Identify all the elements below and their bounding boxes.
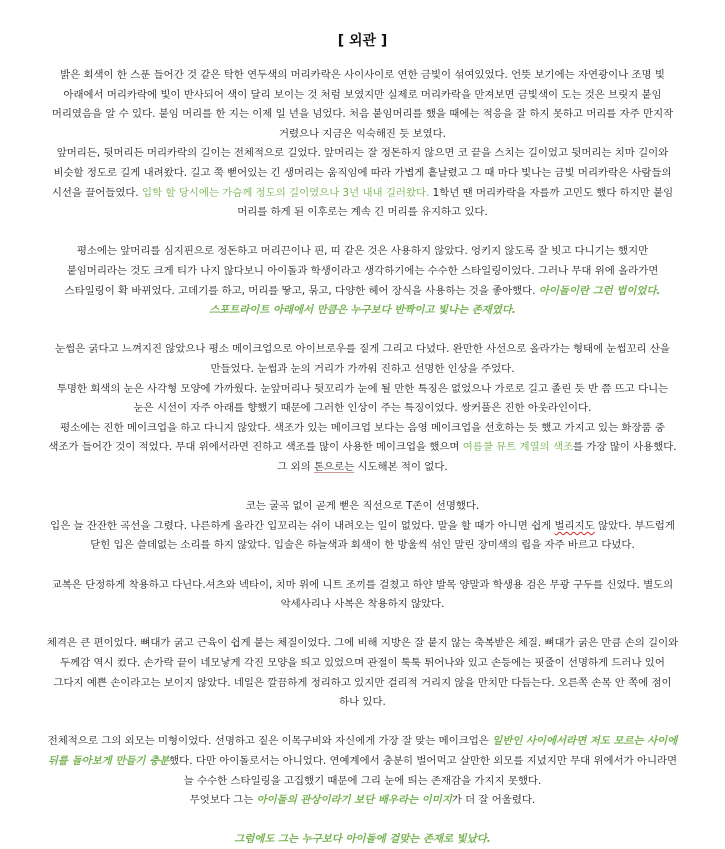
body-text: 늘 수수한 스타일링을 고집했기 때문에 그리 눈에 띄는 존재감을 가지지 못했다. [183, 774, 542, 787]
paragraph-4-line-3 [0, 536, 725, 555]
paragraph-5-line-2 [0, 595, 725, 614]
paragraph-1-line-7 [0, 184, 725, 203]
paragraph-2-line-2 [0, 262, 725, 281]
paragraph-1-line-4 [0, 125, 725, 144]
highlight-text: 스포트라이트 아래에서 만큼은 누구보다 반짝이고 빛나는 존재였다. [209, 304, 516, 317]
body-text: 머리를 하게 된 이후로는 계속 긴 머리를 유지하고 있다. [237, 206, 488, 219]
body-text: 않았다. 부드럽게 [594, 519, 675, 532]
body-text: 눈썹은 굵다고 느껴지진 않았으나 평소 메이크업으로 아이브로우를 짙게 그리고 다녔다. 완만한 사선으로 올라가는 형태에 눈썹꼬리 산을 [55, 343, 670, 356]
paragraph-3-line-6 [0, 438, 725, 457]
paragraph-1-line-5 [0, 144, 725, 163]
body-text: 1학년 땐 머리카락을 자를까 고민도 했다 하지만 붙임 [429, 186, 674, 199]
paragraph-8-line-1 [0, 830, 725, 849]
highlight-text: 일반인 사이에서라면 저도 모르는 사이에 [492, 735, 678, 748]
paragraph-2-line-3 [0, 282, 725, 301]
paragraph-2-line-1 [0, 242, 725, 261]
paragraph-3-line-3 [0, 380, 725, 399]
paragraph-4-line-2 [0, 517, 725, 536]
body-text: 전체적으로 그의 외모는 미형이었다. 선명하고 짙은 이목구비와 자신에게 가장 잘 맞는 메이크업은 [47, 735, 493, 748]
paragraph-5-line-1 [0, 576, 725, 595]
page-title: [ 외관 ] [337, 33, 388, 49]
body-text: 붙임머리라는 것도 크게 티가 나지 않다보니 아이돌과 학생이라고 생각하기에는 수수한 스타일링이었다. 그러나 무대 위에 올라가면 [66, 265, 659, 277]
body-text: 아래에서 머리카락에 빛이 반사되어 색이 달리 보이는 것 처럼 보였지만 실제로 머리카락을 만져보면 금빛색이 도는 것은 브릿지 붙임 [63, 88, 662, 101]
highlight-text: 아이돌의 관상이라기 보단 배우라는 이미지 [256, 794, 452, 807]
body-text: 눈은 시선이 자주 아래를 향했기 때문에 그러한 인상이 주는 특징이었다. 쌍커풀은 진한 아웃라인이다. [133, 402, 592, 415]
body-text: 평소에는 앞머리를 심지핀으로 정돈하고 머리끈이나 핀, 띠 같은 것은 사용하지 않았다. 엉키지 않도록 잘 빗고 다니기는 했지만 [76, 245, 649, 258]
body-text: 색조가 들어간 것이 적었다. 무대 위에서라면 진하고 색조를 많이 사용한 메이크업을 했으며 [48, 441, 463, 454]
body-text: 밝은 회색이 한 스푼 들어간 것 같은 탁한 연두색의 머리카락은 사이사이로 연한 금빛이 섞여있었다. 언뜻 보기에는 자연광이나 조명 빛 [60, 69, 665, 81]
paragraph-1-line-3 [0, 105, 725, 124]
body-text: 투명한 회색의 눈은 사각형 모양에 가까웠다. 눈앞머리나 뒷꼬리가 눈에 될 만한 특징은 없었으나 가로로 길고 졸린 듯 반 쯤 뜨고 다니는 [56, 382, 669, 395]
body-text: 코는 굴곡 없이 곧게 뻗은 직선으로 T존이 선명했다. [245, 500, 480, 513]
body-text: 교복은 단정하게 착용하고 다닌다.셔츠와 넥타이, 치마 위에 니트 조끼를 걸쳤고 하얀 발목 양말과 학생용 검은 무광 구두를 신었다. 별도의 [51, 578, 674, 591]
body-text: 평소에는 진한 메이크업을 하고 다니지 않았다. 색조가 있는 메이크업 보다는 음영 메이크업을 선호하는 듯 했고 가지고 있는 화장품 중 [60, 421, 665, 434]
body-text: 체격은 큰 편이었다. 뼈대가 굵고 근육이 쉽게 붙는 체질이었다. 그에 비해 지방은 잘 붙지 않는 축복받은 체질. 뼈대가 굵은 만큼 손의 길이와 [46, 637, 679, 650]
paragraph-6-line-4 [0, 693, 725, 712]
paragraph-1-line-1 [0, 66, 725, 85]
paragraph-3-line-5 [0, 419, 725, 438]
body-text: 했다. 다만 아이돌로서는 아니었다. 연예계에서 충분히 벌어먹고 살만한 외모를 지녔지만 무대 위에서가 아니라면 [169, 755, 678, 767]
body-text: 거렸으나 지금은 익숙해진 듯 보였다. [278, 127, 447, 140]
paragraph-7-line-2 [0, 752, 725, 771]
highlight-text: 입학 할 당시에는 가슴께 정도의 길이였으나 3년 내내 길러왔다. [142, 186, 430, 199]
paragraph-4-line-1 [0, 497, 725, 516]
body-text: 앞머리든, 뒷머리든 머리카락의 길이는 전체적으로 길었다. 앞머리는 잘 정돈하지 않으면 코 끝을 스치는 길이었고 뒷머리는 치마 길이와 [56, 147, 669, 160]
body-text: 입은 늘 잔잔한 곡선을 그렸다. 나른하게 올라간 입꼬리는 쉬이 내려오는 일이 없었다. 말을 할 때가 아니면 쉽게 [50, 519, 555, 532]
body-text: 를 가장 많이 사용했다. [573, 441, 677, 454]
paragraph-6-line-3 [0, 674, 725, 693]
paragraph-7-line-3 [0, 772, 725, 791]
body-text: 두께감 역시 컸다. 손가락 끝이 네모낳게 각진 모양을 띄고 있었으며 관절이 툭툭 튀어나와 있고 손등에는 핏줄이 선명하게 드러나 있어 [60, 657, 665, 669]
body-text: 가 더 잘 어울렸다. [451, 794, 536, 807]
paragraph-1-line-8 [0, 203, 725, 222]
paragraph-3-line-2 [0, 360, 725, 379]
body-text: 그 외의 [277, 461, 315, 473]
highlight-text: 아이돌이란 그런 법이었다. [538, 284, 661, 297]
paragraph-6-line-2 [0, 654, 725, 673]
body-text: 시선을 끌어들였다. [51, 186, 143, 199]
body-text: 하나 있다. [339, 696, 386, 709]
paragraph-7-line-1 [0, 732, 725, 751]
body-text: 닫힌 입은 쓸데없는 소리를 하지 않았다. 입술은 하늘색과 회색이 한 방울씩 섞인 말린 장미색의 립을 자주 바르고 다녔다. [90, 539, 635, 552]
paragraph-3-line-7 [0, 458, 725, 477]
highlight-text: 여름쿨 뮤트 계열의 색조 [462, 441, 574, 454]
paragraph-1-line-6 [0, 164, 725, 183]
body-text: 악세사리나 사복은 착용하지 않았다. [280, 598, 445, 611]
paragraph-6-line-1 [0, 634, 725, 653]
body-text: 머리였음을 알 수 있다. 붙임 머리를 한 지는 이제 일 년을 넘었다. 처음 붙임머리를 했을 때에는 적응을 잘 하지 못하고 머리를 자주 만지작 [51, 108, 674, 121]
body-text: 시도해본 적이 없다. [354, 461, 448, 473]
highlight-text: 톤으로는 [314, 461, 355, 473]
paragraph-3-line-1 [0, 340, 725, 359]
paragraph-1-line-2 [0, 86, 725, 105]
body-text: 비슷할 정도로 길게 내려왔다. 길고 쭉 뻗어있는 긴 생머리는 움직임에 따라 가볍게 흩날렸고 그 때 마다 빛나는 금빛 머리카락은 사람들의 [53, 167, 672, 179]
body-text: 그다지 예쁜 손이라고는 보이지 않았다. 네일은 깔끔하게 정리하고 있지만 걸리적 거리지 않을 만치만 다듬는다. 오른쪽 손목 안 쪽에 점이 [53, 676, 672, 689]
paragraph-3-line-4 [0, 399, 725, 418]
highlight-text: 벌리지도 [554, 519, 595, 532]
paragraph-2-line-4 [0, 301, 725, 320]
highlight-text: 뒤를 돌아보게 만들기 충분 [47, 755, 170, 767]
highlight-text: 그럼에도 그는 누구보다 아이돌에 걸맞는 존재로 빛났다. [234, 833, 491, 846]
paragraph-7-line-4 [0, 791, 725, 810]
body-text: 스타일링이 확 바뀌었다. 고데기를 하고, 머리를 땋고, 묶고, 다양한 헤어 장식을 사용하는 것을 좋아했다. [64, 284, 539, 297]
body-text: 무엇보다 그는 [189, 794, 257, 807]
body-text: 만들었다. 눈썹과 눈의 거리가 가까워 진하고 선명한 인상을 주었다. [210, 363, 515, 375]
